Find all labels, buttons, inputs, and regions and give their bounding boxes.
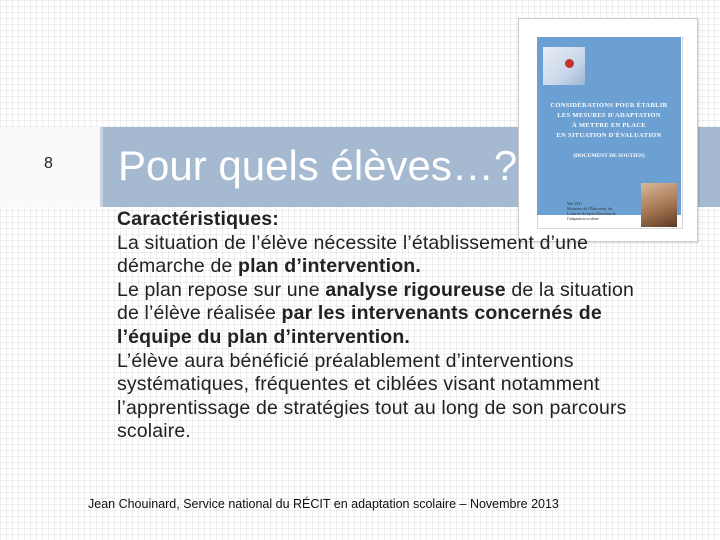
heading-text: Caractéristiques: [117, 208, 279, 230]
body-paragraph-1 [117, 232, 657, 279]
body-paragraph-3: L’élève aura bénéficié préalablement d’interventions systématiques, fréquentes et ciblées visant notamment l’apprentissage de stratégies tout au long de son parcours scolaire. [117, 349, 627, 443]
cover-subtitle: (DOCUMENT DE SOUTIEN) [573, 153, 645, 159]
cover-title [537, 101, 681, 141]
p2-bold2: par les intervenants concernés de l’équipe du plan d’intervention. [117, 302, 602, 348]
body-heading [117, 208, 657, 232]
slide-body [117, 208, 657, 444]
p2-text2: de la situation de l’élève réalisée [117, 278, 634, 325]
p1-bold: plan d’intervention. [238, 255, 421, 278]
body-paragraph-2 [117, 279, 657, 350]
slide-title: Pour quels élèves…? [118, 142, 518, 189]
cover-publisher: Ministère de l'Éducation, du Loisir et du Sport Direction de l'adaptation scolaire [567, 206, 616, 221]
p1-text: La situation de l’élève nécessite l’établissement d’une démarche de [117, 231, 589, 278]
p2-text1: Le plan repose sur une [117, 278, 326, 301]
cover-title-line: CONSIDÉRATIONS POUR ÉTABLIR [550, 102, 668, 109]
cover-title-line: EN SITUATION D'ÉVALUATION [556, 132, 662, 139]
cover-photo-top [543, 47, 585, 85]
cover-date: Mai 2011 [567, 201, 583, 206]
cover-blue-panel [537, 37, 681, 215]
cover-title-line: À METTRE EN PLACE [572, 122, 646, 129]
p2-bold1: analyse rigoureuse [325, 278, 506, 301]
cover-title-line: LES MESURES D'ADAPTATION [557, 112, 661, 119]
slide-number: 8 [44, 155, 53, 172]
footer-credit: Jean Chouinard, Service national du RÉCIT en adaptation scolaire – Novembre 2013 [88, 497, 559, 511]
